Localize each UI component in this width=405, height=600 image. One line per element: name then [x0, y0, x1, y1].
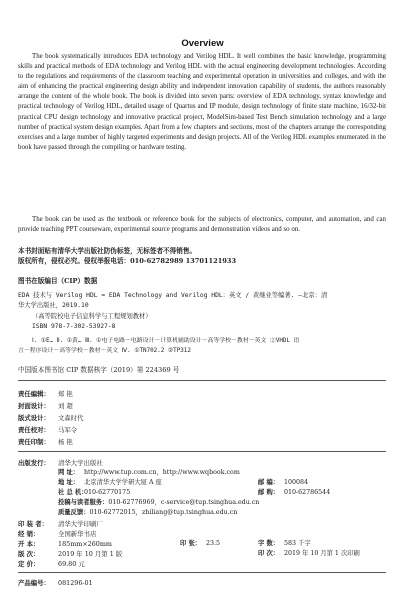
cip-heading: 图书在版编目（CIP）数据 [18, 277, 98, 285]
address-field: 地 址： 北京清华大学学研大厦 A 座 [58, 479, 162, 486]
edition-row: 版 次： 2019 年 10 月第 1 版 [18, 550, 123, 558]
distributor-row: 经 销： 全国新华书店 [18, 530, 97, 538]
staff-row: 责任编辑： 郑 艳 [18, 390, 73, 398]
cip-line: （高等院校电子信息科学与工程规划教材） [32, 313, 152, 320]
divider [18, 451, 386, 452]
publisher-row: 出版发行： 清华大学出版社 [18, 459, 103, 467]
zip-field: 邮 编： 100084 [258, 479, 309, 486]
website-link: http://www.tup.com.cn，http://www.wqbook.com [84, 469, 240, 476]
staff-row: 封面设计： 刘 超 [18, 402, 73, 410]
sheets-field: 印 张： 23.5 [180, 540, 221, 547]
cip-line: 华大学出版社，2019.10 [18, 302, 89, 309]
divider [18, 572, 386, 573]
format-row: 开 本： 185mm×260mm [18, 540, 112, 548]
divider [18, 380, 386, 381]
cip-record-number: 中国版本图书馆 CIP 数据核字（2019）第 224369 号 [18, 366, 180, 374]
printing-field: 印 次： 2019 年 10 月第 1 次印刷 [258, 550, 360, 557]
anti-counterfeit-notice: 本书封面贴有清华大学出版社防伪标签，无标签者不得销售。 [18, 247, 197, 255]
cip-line: ISBN 978-7-302-53927-8 [32, 323, 116, 330]
product-number-row: 产品编号： 081296-01 [18, 579, 93, 587]
quality-feedback-field: 质量反馈：010-62772015，zhiliang@tup.tsinghua.edu.cn [58, 509, 238, 516]
switchboard-field: 社 总 机：010-62770175 [58, 489, 131, 496]
cip-line: 言－程序设计－高等学校－教材－英文 Ⅳ. ①TN702.2 ②TP312 [18, 348, 191, 354]
copyright-notice: 版权所有，侵权必究。侵权举报电话：010-62782989 13701121933 [18, 257, 237, 265]
overview-paragraph-1: The book systematically introduces EDA technology and Verilog HDL. It well combines the basic knowledge, programming skills and practical methods of EDA technology and Verilog HDL with the actual engineering development technologies. According to the regulations and requirements of the classroom teaching and experimental operation in universities and colleges, and with the aim of enhancing the practical engineering design ability and independent innovation capability of students, the authors reasonably arrange the content of the whole book. The book is divided into seven parts: overview of EDA technology, syntax knowledge and practical technology of Verilog HDL, detailed usage of Quartus and IP module, design technology of finite state machine, 16/32-bit practical CPU design technology and innovative practical project, ModelSim-based Test Bench simulation technology and a large number of practical system design examples. Apart from a few chapters and sections, most of the chapters arrange the corresponding exercises and a large number of highly targeted experiments and design projects. All of the Verilog HDL examples enumerated in the book have passed through the compiling or hardware testing. [18, 53, 386, 151]
overview-paragraph-2: The book can be used as the textbook or reference book for the subjects of electronics, computer, and automation, and can provide teaching PPT courseware, experimental source programs and demonstration videos and so on. [18, 216, 386, 234]
word-count-field: 字 数： 583 千字 [258, 540, 311, 547]
staff-row: 责任校对： 马军令 [18, 426, 78, 434]
price-row: 定 价： 69.80 元 [18, 560, 85, 568]
reader-service-field: 投稿与读者服务：010-62776969，c-service@tup.tsinghua.edu.cn [58, 499, 260, 506]
website-field: 网 址： http://www.tup.com.cn，http://www.wqbook.com [58, 469, 240, 476]
mail-order-field: 邮 购： 010-62786544 [258, 489, 331, 496]
cip-line: EDA 技术与 Verilog HDL = EDA Technology and Verilog HDL：英文 / 黄继业等编著. —北京：清 [18, 292, 328, 299]
staff-row: 版式设计： 文森时代 [18, 414, 84, 422]
cip-line: Ⅰ. ①E… Ⅱ. ①黄… Ⅲ. ①电子电路－电路设计－计算机辅助设计－高等学校－教材－英文 ②VHDL 语 [32, 338, 300, 344]
printer-row: 印 装 者： 清华大学印刷厂 [18, 520, 103, 528]
staff-row: 责任印制： 杨 艳 [18, 438, 73, 446]
overview-title: Overview [181, 38, 224, 49]
